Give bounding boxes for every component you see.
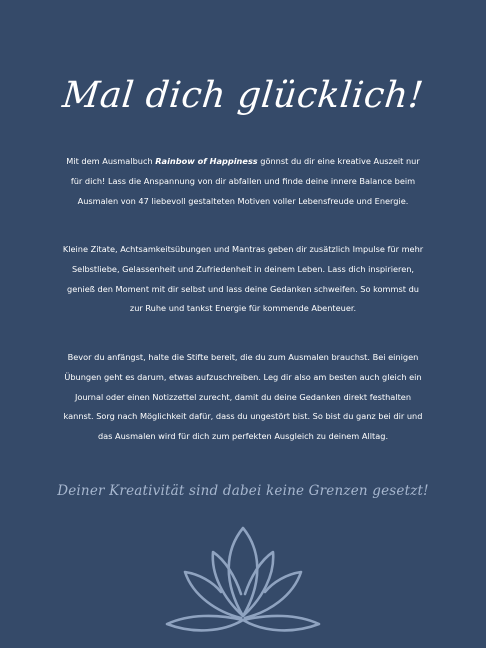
intro-text-start: Mit dem Ausmalbuch — [66, 156, 156, 166]
preparation-paragraph: Bevor du anfängst, halte die Stifte bereit, die du zum Ausmalen brauchst. Bei einigen Übungen geht es darum, etwas aufzuschreiben. Leg dir also am besten auch gleich ein Journal oder einen Notizzettel zurecht, damit du deine Gedanken direkt festhalten kannst. Sorg nach Möglichkeit dafür, dass du ungestört bist. So bist du ganz bei dir und das Ausmalen wird für dich zum perfekten Ausgleich zu deinem Alltag. — [63, 352, 423, 442]
mindfulness-paragraph: Kleine Zitate, Achtsamkeitsübungen und Mantras geben dir zusätzlich Impulse für mehr Selbstliebe, Gelassenheit und Zufriedenheit in deinem Leben. Lass dich inspirieren, genieß den Moment mit dir selbst und lass deine Gedanken schweifen. So kommst du zur Ruhe und tankst Energie für kommende Abenteuer. — [62, 244, 424, 314]
tagline: Deiner Kreativität sind dabei keine Grenzen gesetzt! — [57, 483, 429, 499]
book-title-emphasis: Rainbow of Happiness — [155, 156, 258, 166]
intro-paragraph — [60, 152, 426, 211]
lotus-icon — [163, 524, 323, 648]
page-title: Mal dich glücklich! — [60, 75, 426, 116]
intro-text-end: gönnst du dir eine kreative Auszeit nur für dich! Lass die Anspannung von dir abfallen und finde deine innere Balance beim Ausmalen von 47 liebevoll gestalteten Motiven voller Lebensfreude und Energie. — [70, 156, 420, 206]
